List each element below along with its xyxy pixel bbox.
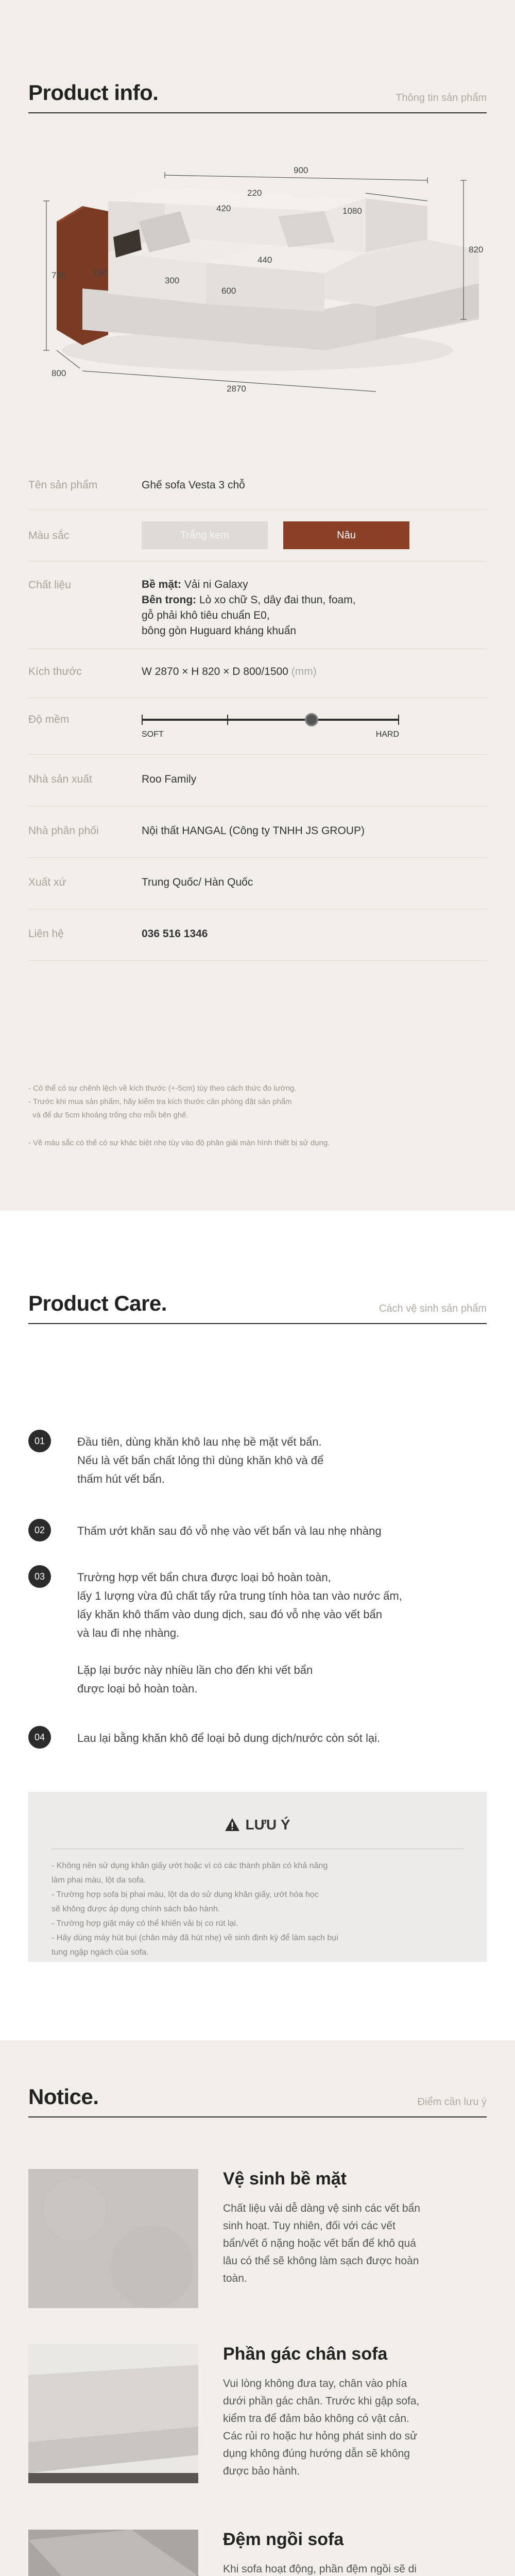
dim-1080: 1080 (342, 206, 362, 216)
material-inside-label: Bên trong: (142, 594, 197, 606)
firmness-hard: HARD (375, 730, 399, 739)
dim-820: 820 (469, 245, 484, 255)
section-subtitle: Cách vệ sinh sản phẩm (379, 1303, 487, 1314)
step-number: 03 (28, 1565, 51, 1588)
section-header (28, 77, 487, 113)
notice-title: Phần gác chân sofa (223, 2344, 388, 2364)
spec-label: Nhà sản xuất (28, 773, 92, 785)
seat-cushion-image (28, 2530, 198, 2576)
size-value: W 2870 × H 820 × D 800/1500 (142, 666, 288, 677)
note-line: - Trước khi mua sản phẩm, hãy kiểm tra kích thước căn phòng đặt sản phẩm (28, 1097, 292, 1106)
notice-item (28, 2169, 487, 2324)
spec-value: Trung Quốc/ Hàn Quốc (142, 876, 253, 888)
dim-190: 190 (93, 268, 108, 278)
spec-label: Màu sắc (28, 530, 70, 541)
color-swatches (142, 521, 409, 549)
spec-row-origin (28, 858, 487, 909)
notice-body: Chất liệu vải dễ dàng vệ sinh các vết bẩn sinh hoạt. Tuy nhiên, đối với các vết bẩn/vết ố nặng hoặc vết bẩn để khô quá lâu có thể sẽ không làm sạch được hoàn toàn. (223, 2202, 420, 2284)
color-swatch-cream[interactable]: Trắng kem (142, 521, 268, 549)
firmness-soft: SOFT (142, 730, 164, 739)
spec-label: Tên sản phẩm (28, 479, 98, 491)
dim-800: 800 (52, 368, 66, 378)
dim-720: 720 (52, 270, 66, 280)
product-care-section (0, 1211, 515, 2040)
dim-300: 300 (165, 276, 180, 285)
notice-title: Đệm ngồi sofa (223, 2530, 344, 2549)
firmness-knob (305, 713, 318, 726)
firmness-track (142, 719, 399, 721)
sofa-illustration (57, 185, 479, 371)
section-title: Product info. (28, 80, 159, 105)
spec-row-name (28, 464, 487, 510)
step-text: Lau lại bằng khăn khô để loại bỏ dung dịch/nước còn sót lại. (77, 1732, 381, 1744)
spec-row-material (28, 562, 487, 649)
step-text: Trường hợp vết bẩn chưa được loại bỏ hoàn toàn, lấy 1 lượng vừa đủ chất tẩy rửa trung tính hòa tan vào nước ấm, lấy khăn khô thấm vào dung dịch, sau đó vỗ nhẹ vào vết bẩn và lau đi nhẹ nhàng. Lặp lại bước này nhiều lần cho đến khi vết bẩn được loại bỏ hoàn toàn. (77, 1571, 402, 1695)
spec-value: Nội thất HANGAL (Công ty TNHH JS GROUP) (142, 825, 365, 837)
section-subtitle: Điểm cần lưu ý (417, 2096, 487, 2108)
firmness-scale (142, 711, 399, 742)
spec-label: Liên hệ (28, 928, 64, 940)
notice-item (28, 2344, 487, 2499)
step-number: 02 (28, 1519, 51, 1541)
size-unit: (mm) (291, 666, 317, 677)
section-header (28, 2081, 487, 2117)
spec-table (28, 464, 487, 961)
warning-icon (225, 1818, 240, 1832)
footrest-image (28, 2344, 198, 2483)
material-surface-label: Bề mặt: (142, 579, 182, 590)
spec-value: Roo Family (142, 773, 197, 785)
dim-2870: 2870 (227, 384, 246, 394)
product-notes (28, 1082, 487, 1150)
sofa-dimension-diagram (36, 134, 484, 453)
product-info-section (0, 0, 515, 1211)
spec-value: Ghế sofa Vesta 3 chỗ (142, 479, 245, 491)
step-text: Thấm ướt khăn sau đó vỗ nhẹ vào vết bẩn và lau nhẹ nhàng (77, 1524, 382, 1537)
notice-section (0, 2040, 515, 2576)
spec-label: Kích thước (28, 666, 82, 677)
spec-row-maker (28, 755, 487, 806)
notice-body: Khi sofa hoạt động, phần đệm ngồi sẽ di (223, 2563, 417, 2575)
step-number: 01 (28, 1430, 51, 1452)
notice-item (28, 2530, 487, 2576)
spec-label: Chất liệu (28, 579, 71, 591)
spec-value (142, 577, 356, 639)
spec-label: Độ mềm (28, 714, 70, 725)
note-line: - Có thể có sự chênh lệch về kích thước (+-5cm) tùy theo cách thức đo lường. (28, 1084, 297, 1093)
color-swatch-brown[interactable]: Nâu (283, 521, 409, 549)
spec-row-color (28, 510, 487, 562)
dim-600: 600 (221, 286, 236, 296)
notice-title: Vệ sinh bề mặt (223, 2169, 347, 2189)
contact-phone[interactable]: 036 516 1346 (142, 928, 208, 940)
section-subtitle: Thông tin sản phẩm (396, 92, 487, 104)
material-surface: Vải ni Galaxy (184, 579, 248, 590)
note-line: và để dư 5cm khoảng trống cho mỗi bên ghế. (32, 1111, 188, 1120)
spec-row-size (28, 649, 487, 698)
spec-label: Xuất xứ (28, 876, 66, 888)
step-number: 04 (28, 1726, 51, 1749)
material-inside-2: gỗ phải khô tiêu chuẩn E0, (142, 609, 270, 621)
fabric-surface-image (28, 2169, 198, 2308)
dim-900: 900 (294, 165, 308, 175)
spec-label: Nhà phân phối (28, 825, 99, 837)
step-text: Đầu tiên, dùng khăn khô lau nhẹ bề mặt vết bẩn. Nếu là vết bẩn chất lỏng thì dùng khăn khô và để thấm hút vết bẩn. (77, 1435, 324, 1485)
section-title: Product Care. (28, 1291, 167, 1315)
spec-row-distributor (28, 806, 487, 858)
warning-heading: LƯU Ý (28, 1817, 487, 1833)
material-inside: Lò xo chữ S, dây đai thun, foam, (199, 594, 356, 606)
notice-body: Vui lòng không đưa tay, chân vào phía dưới phần gác chân. Trước khi gập sofa, kiểm tra để đảm bảo không có vật cản. Các rủi ro hoặc hư hỏng phát sinh do sử dụng không đúng hướng dẫn sẽ không được bảo hành. (223, 2378, 420, 2477)
material-inside-3: bông gòn Huguard kháng khuẩn (142, 625, 297, 637)
dim-220: 220 (247, 188, 262, 198)
dim-420: 420 (216, 204, 231, 213)
note-line: - Về màu sắc có thể có sự khác biệt nhẹ tùy vào độ phân giải màn hình thiết bị sử dụng. (28, 1139, 330, 1147)
dim-440: 440 (258, 255, 272, 265)
section-title: Notice. (28, 2084, 99, 2109)
spec-row-contact (28, 909, 487, 961)
spec-value (142, 664, 317, 680)
spec-row-firmness (28, 698, 487, 755)
warning-text: - Không nên sử dụng khăn giấy ướt hoặc vì có các thành phần có khả năng làm phai màu, lột da sofa. - Trường hợp sofa bị phai màu, lột da do sử dụng khăn giấy, ướt hóa học sẽ không được áp dụng chính sách bảo hành. - Trường hợp giặt máy có thể khiến vải bị co rút lại. - Hãy dùng máy hút bụi (chân máy đã hút nhẹ) về sinh định kỳ để làm sạch bụi tung ngập ngách của sofa. (52, 1861, 338, 1957)
section-header (28, 1288, 487, 1324)
care-warning-box (28, 1792, 487, 1962)
